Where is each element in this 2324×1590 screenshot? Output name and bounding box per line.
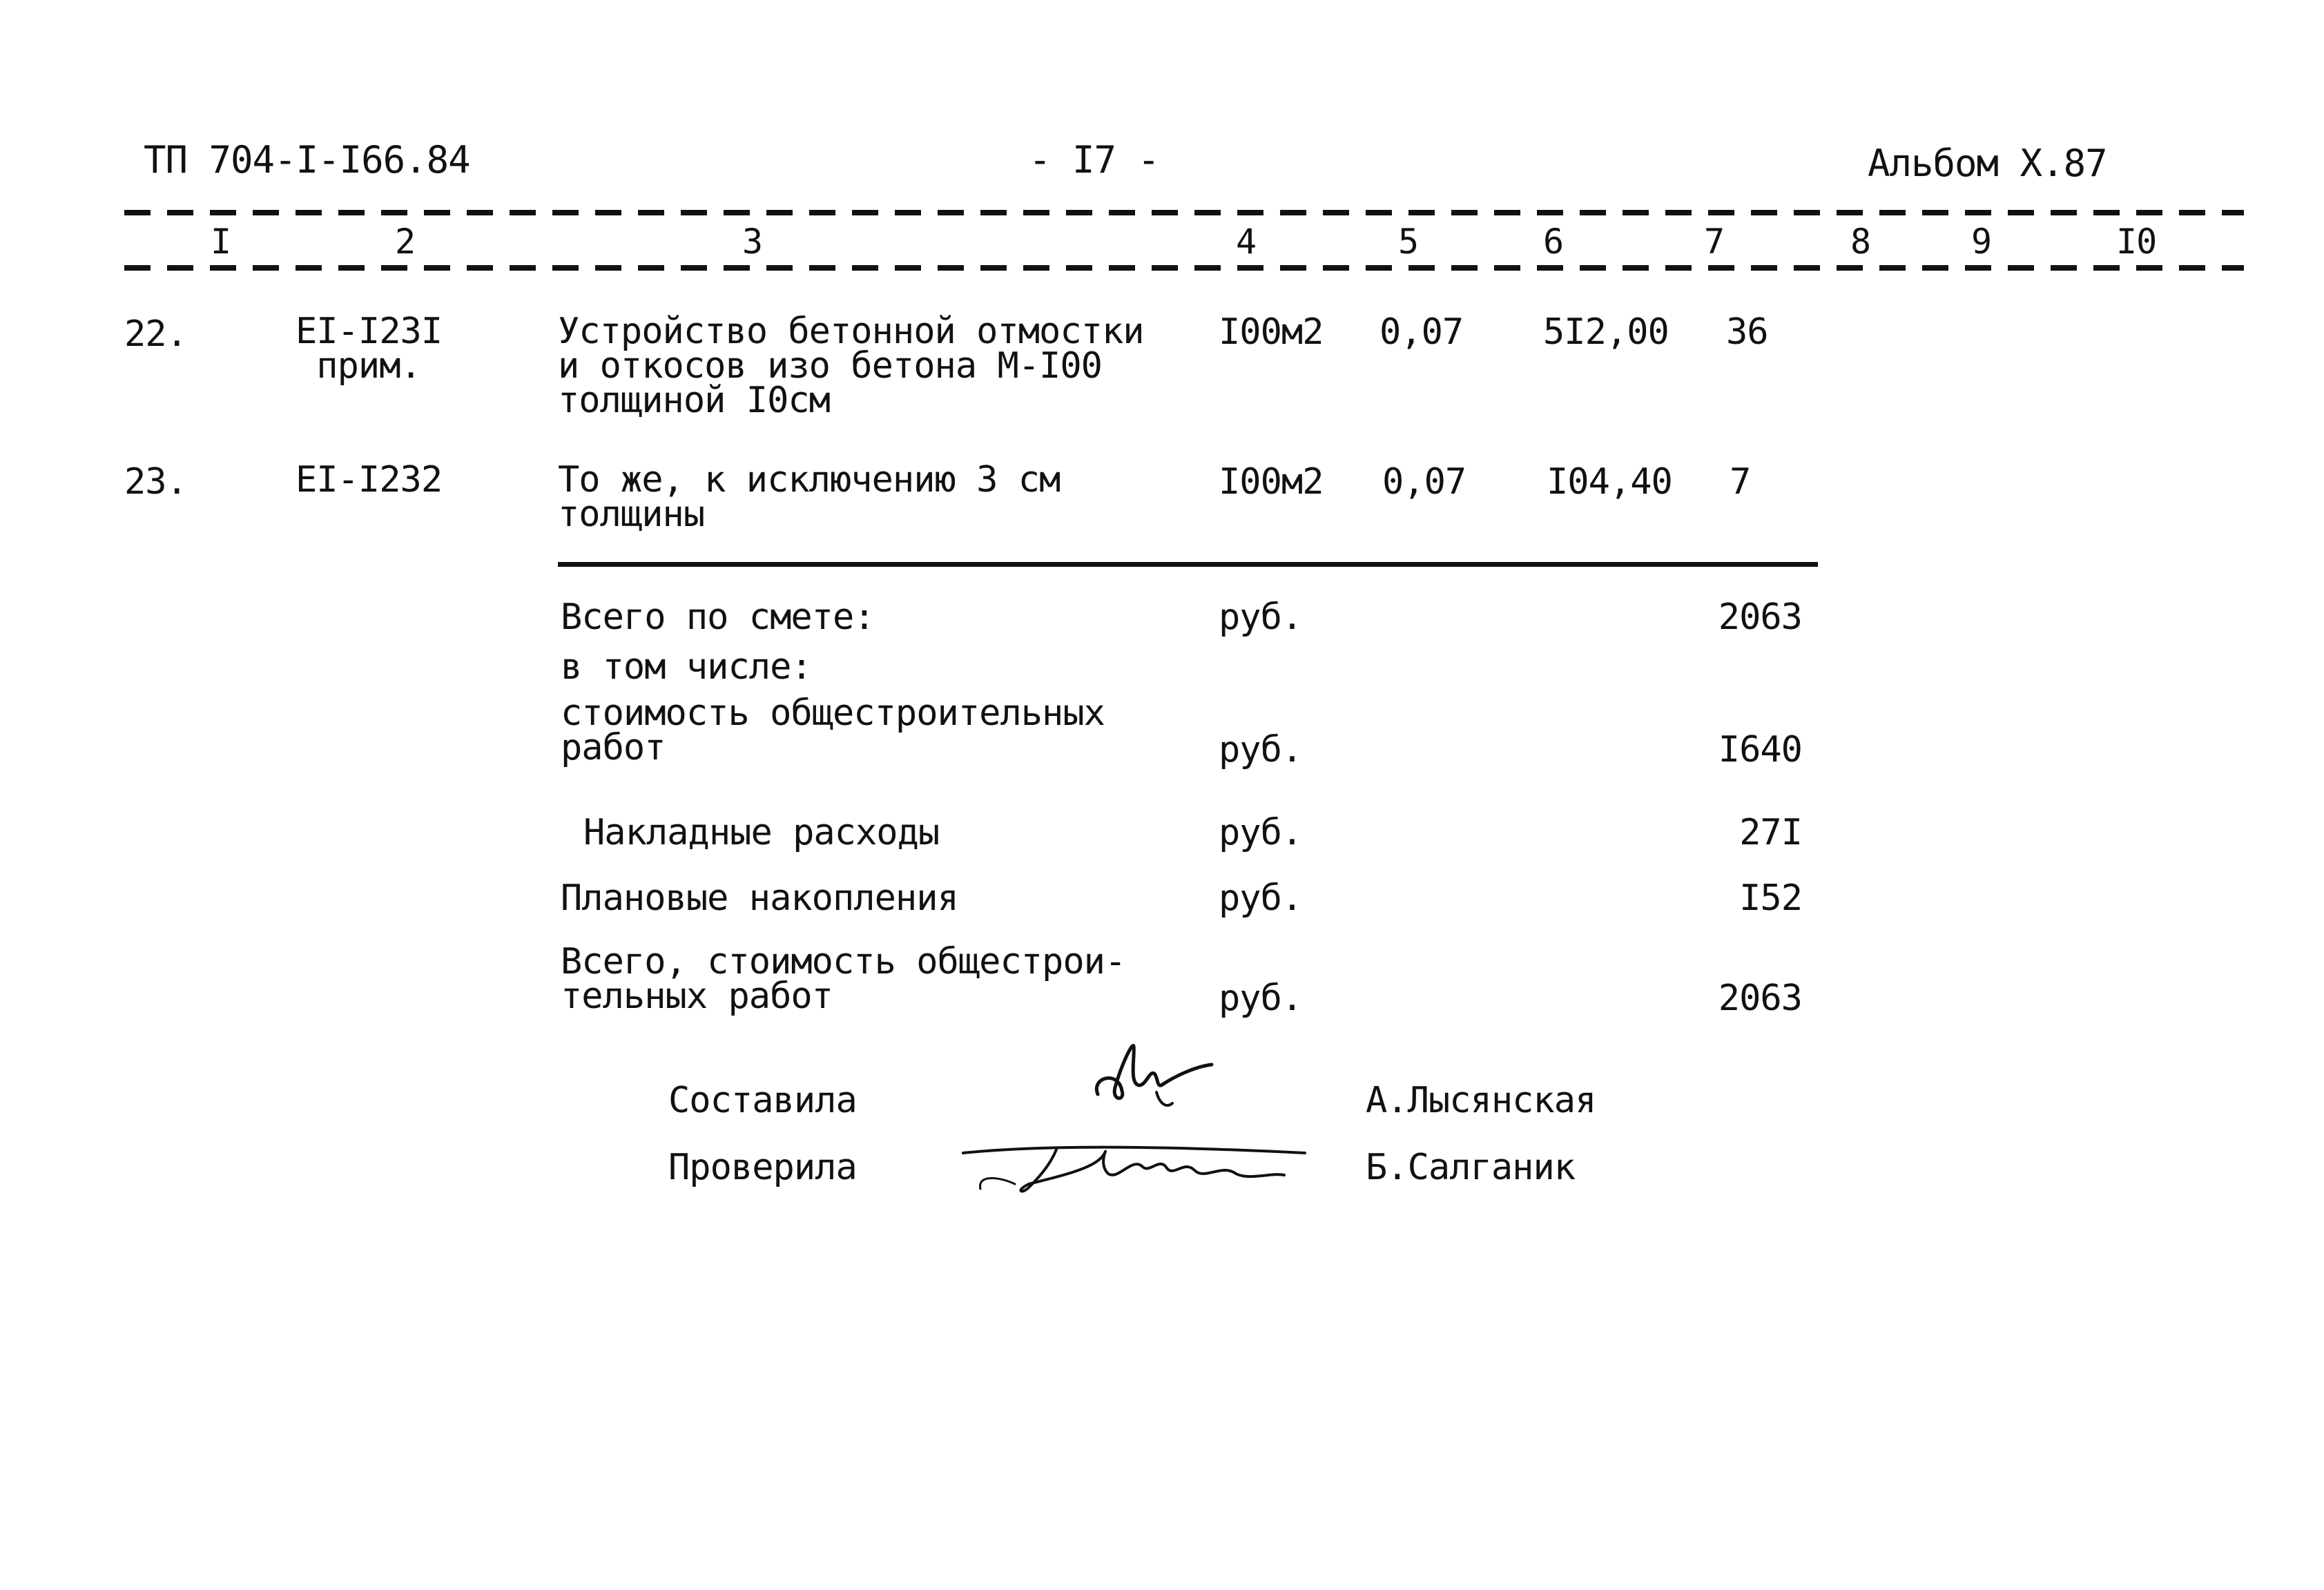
row-code: EI-I23I прим. xyxy=(296,311,443,387)
summary-label: Плановые накопления xyxy=(561,878,958,919)
column-number: 2 xyxy=(395,222,416,262)
checked-by-label: Проверила xyxy=(668,1147,857,1188)
compiled-by-name: А.Лысянская xyxy=(1366,1080,1596,1121)
checked-by-name: Б.Салганик xyxy=(1366,1147,1576,1188)
column-number: 3 xyxy=(742,222,763,262)
album-label: Альбом Х.87 xyxy=(1868,142,2107,185)
summary-label: в том числе: xyxy=(561,646,812,688)
column-number: 6 xyxy=(1543,222,1564,262)
column-number: 5 xyxy=(1398,222,1419,262)
row-total: 7 xyxy=(1730,461,1751,503)
summary-label: стоимость общестроительных работ xyxy=(561,692,1105,768)
row-price: I04,40 xyxy=(1547,461,1672,503)
checker-signature xyxy=(960,1125,1333,1201)
summary-value: 2063 xyxy=(1718,597,1802,638)
row-number: 23. xyxy=(124,461,187,503)
summary-label: Всего, стоимость общестрои- тельных работ xyxy=(561,941,1126,1017)
row-quantity: 0,07 xyxy=(1379,311,1464,353)
row-price: 5I2,00 xyxy=(1543,311,1669,353)
summary-unit: руб. xyxy=(1219,729,1303,770)
column-number: I0 xyxy=(2116,222,2157,262)
row-description: Устройство бетонной отмостки и откосов изо бетона М-I00 толщиной I0см xyxy=(558,311,1144,421)
summary-value: I52 xyxy=(1739,878,1802,919)
row-description: То же, к исключению 3 см толщины xyxy=(558,459,1061,535)
summary-value: 27I xyxy=(1739,812,1802,853)
row-number: 22. xyxy=(124,313,187,355)
compiler-signature xyxy=(1091,1036,1270,1125)
summary-unit: руб. xyxy=(1219,812,1303,853)
header-bottom-rule xyxy=(124,265,2244,271)
document-code: ТП 704-I-I66.84 xyxy=(144,138,470,182)
column-number: 9 xyxy=(1971,222,1992,262)
summary-rule xyxy=(558,562,1818,567)
summary-value: I640 xyxy=(1718,729,1802,770)
summary-unit: руб. xyxy=(1219,597,1303,638)
summary-unit: руб. xyxy=(1219,978,1303,1019)
row-total: 36 xyxy=(1726,311,1768,353)
header-top-rule xyxy=(124,210,2244,215)
compiled-by-label: Составила xyxy=(668,1080,857,1121)
row-unit: I00м2 xyxy=(1219,311,1324,353)
page-number: - I7 - xyxy=(1029,138,1160,182)
row-quantity: 0,07 xyxy=(1382,461,1466,503)
column-number: I xyxy=(211,222,231,262)
summary-value: 2063 xyxy=(1718,978,1802,1019)
row-code: EI-I232 xyxy=(296,459,443,501)
summary-label: Всего по смете: xyxy=(561,597,875,638)
summary-label: Накладные расходы xyxy=(583,812,940,853)
column-number: 7 xyxy=(1704,222,1725,262)
row-unit: I00м2 xyxy=(1219,461,1324,503)
summary-unit: руб. xyxy=(1219,878,1303,919)
column-number: 4 xyxy=(1236,222,1257,262)
column-number: 8 xyxy=(1850,222,1871,262)
